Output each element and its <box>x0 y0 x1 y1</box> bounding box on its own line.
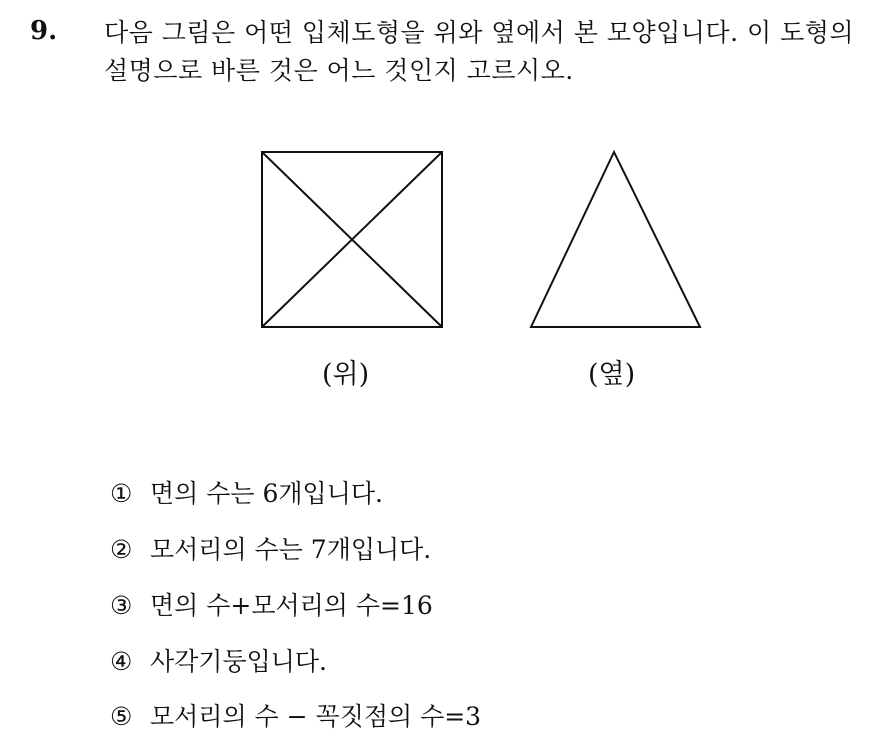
option-5-mark: ⑤ <box>110 702 133 731</box>
option-1-text: 면의 수는 6개입니다. <box>150 479 383 508</box>
option-5-text: 모서리의 수 − 꼭짓점의 수=3 <box>150 702 482 731</box>
option-5[interactable] <box>110 700 481 734</box>
option-4-text: 사각기둥입니다. <box>150 647 327 676</box>
option-1-mark: ① <box>110 479 133 508</box>
option-2-mark: ② <box>110 535 133 564</box>
top-view-label: (위) <box>322 359 370 390</box>
question-number: 9. <box>30 16 58 46</box>
side-view-triangle <box>531 152 700 327</box>
question-line-1: 다음 그림은 어떤 입체도형을 위와 옆에서 본 모양입니다. 이 도형의 <box>104 18 855 47</box>
option-3[interactable] <box>110 589 433 623</box>
option-3-mark: ③ <box>110 591 133 620</box>
top-view-square <box>262 152 442 327</box>
option-1[interactable] <box>110 477 383 511</box>
question-line-2: 설명으로 바른 것은 어느 것인지 고르시오. <box>104 56 574 85</box>
option-3-text: 면의 수+모서리의 수=16 <box>150 591 433 620</box>
option-4[interactable] <box>110 645 327 679</box>
side-view-label: (옆) <box>588 359 636 390</box>
option-4-mark: ④ <box>110 647 133 676</box>
option-2-text: 모서리의 수는 7개입니다. <box>150 535 432 564</box>
option-2[interactable] <box>110 533 431 567</box>
